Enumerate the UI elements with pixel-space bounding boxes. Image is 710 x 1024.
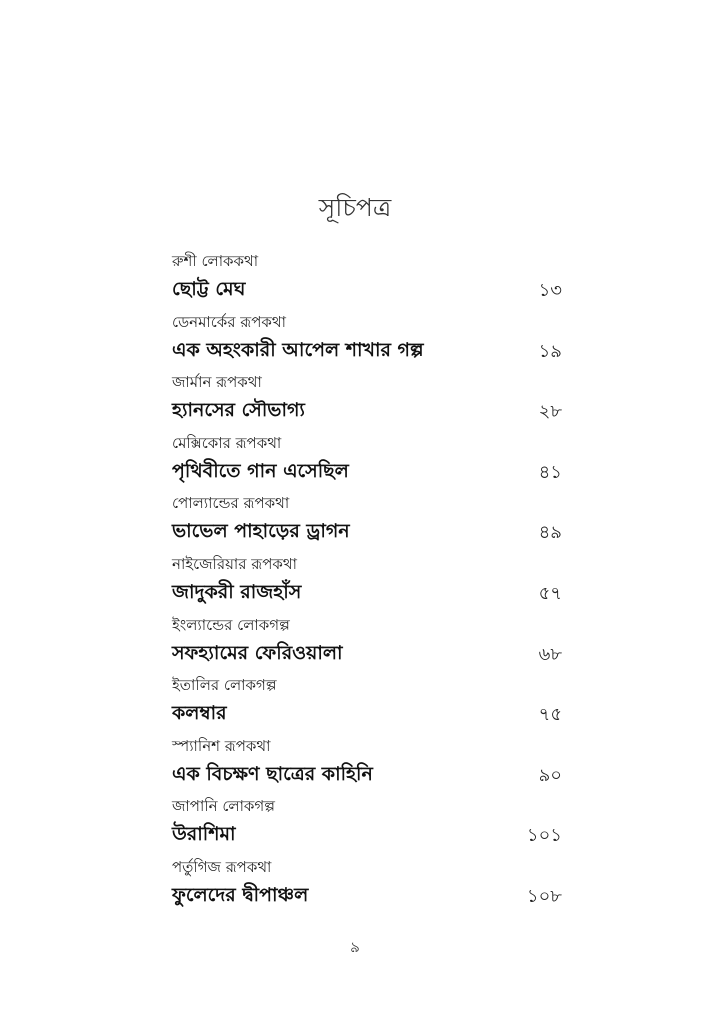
entry-origin: স্প্যানিশ রূপকথা — [172, 736, 271, 755]
table-of-contents — [172, 248, 564, 915]
entry-page-number: ৪৯ — [538, 522, 562, 544]
toc-entry — [172, 248, 564, 309]
toc-entry — [172, 733, 564, 794]
toc-entry — [172, 430, 564, 491]
entry-title: হ্যানসের সৌভাগ্য — [172, 399, 305, 422]
entry-title: জাদুকরী রাজহাঁস — [172, 580, 302, 603]
entry-title: এক বিচক্ষণ ছাত্রের কাহিনি — [172, 762, 373, 785]
entry-page-number: ৭৫ — [538, 704, 562, 726]
entry-page-number: ১০১ — [526, 825, 562, 847]
entry-origin: পোল্যান্ডের রূপকথা — [172, 494, 290, 513]
toc-entry — [172, 309, 564, 370]
entry-title: কলম্বার — [172, 702, 227, 725]
toc-entry — [172, 854, 564, 915]
entry-origin: ডেনমার্কের রূপকথা — [172, 312, 286, 331]
entry-title: ছোট্ট মেঘ — [172, 278, 246, 300]
entry-page-number: ৫৭ — [538, 582, 562, 604]
entry-origin: ইংল্যান্ডের লোকগল্প — [172, 615, 290, 634]
toc-entry — [172, 490, 564, 551]
entry-title: পৃথিবীতে গান এসেছিল — [172, 459, 349, 482]
toc-entry — [172, 612, 564, 673]
entry-origin: জার্মান রূপকথা — [172, 373, 262, 392]
entry-title: সফহ্যামের ফেরিওয়ালা — [172, 641, 343, 664]
toc-entry — [172, 672, 564, 733]
page-folio-number: ৯ — [350, 938, 360, 956]
entry-page-number: ১০৮ — [526, 885, 562, 907]
entry-title: উরাশিমা — [172, 823, 236, 846]
entry-title: ভাভেল পাহাড়ের ড্রাগন — [172, 520, 350, 543]
entry-origin: ইতালির লোকগল্প — [172, 676, 277, 695]
toc-entry — [172, 551, 564, 612]
toc-entry — [172, 793, 564, 854]
entry-origin: জাপানি লোকগল্প — [172, 797, 275, 816]
entry-origin: পর্তুগিজ রূপকথা — [172, 857, 272, 876]
toc-entry — [172, 369, 564, 430]
entry-title: ফুলেদের দ্বীপাঞ্চল — [172, 883, 309, 906]
entry-page-number: ৯০ — [538, 764, 562, 786]
entry-title: এক অহংকারী আপেল শাখার গল্প — [172, 338, 424, 361]
entry-origin: নাইজেরিয়ার রূপকথা — [172, 554, 297, 573]
entry-origin: রুশী লোককথা — [172, 252, 259, 270]
entry-page-number: ৪১ — [538, 461, 562, 483]
entry-page-number: ২৮ — [538, 401, 562, 423]
page-title: সূচিপত্র — [318, 193, 392, 222]
entry-page-number: ৬৮ — [538, 643, 562, 665]
entry-page-number: ১৩ — [538, 280, 562, 301]
entry-page-number: ১৯ — [538, 340, 562, 362]
entry-origin: মেক্সিকোর রূপকথা — [172, 433, 282, 452]
